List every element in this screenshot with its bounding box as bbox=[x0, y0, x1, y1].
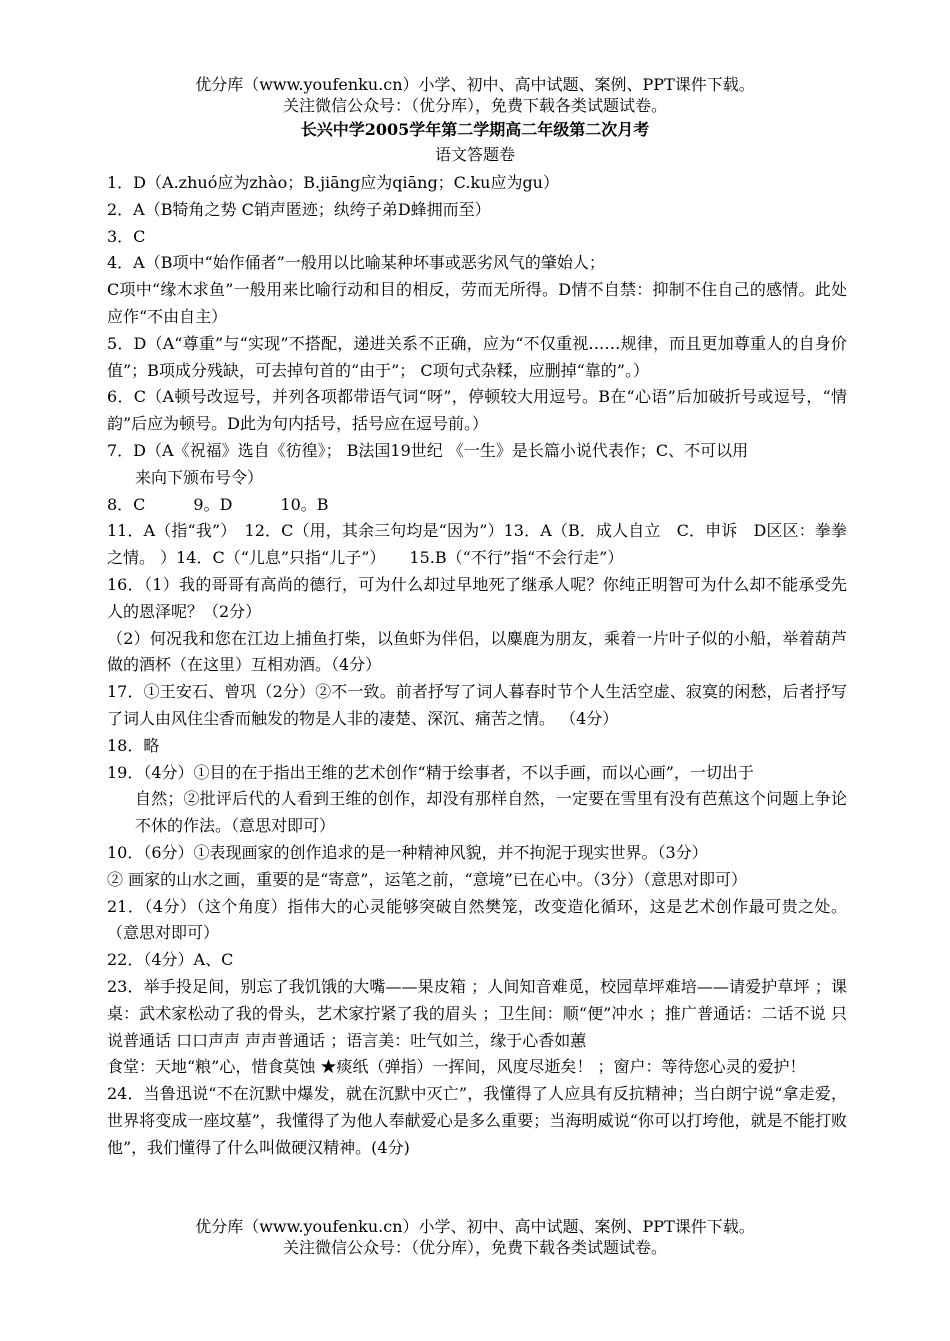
answer-line: 1．D（A.zhuó应为zhào；B.jiāng应为qiāng；C.ku应为gu） bbox=[107, 173, 559, 192]
answer-line: 16．（1）我的哥哥有高尚的德行，可为什么却过早地死了继承人呢？你纯正明智可为什么却不能承受先人的恩泽呢？（2分） bbox=[107, 574, 847, 621]
answer-line: 24．当鲁迅说“不在沉默中爆发，就在沉默中灭亡”，我懂得了人应具有反抗精神；当白朗宁说“拿走爱，世界将变成一座坟墓”，我懂得了为他人奉献爱心是多么重要；当海明威说“你可以打垮他，就是不能打败他”，我们懂得了什么叫做硬汉精神。(4分) bbox=[107, 1084, 847, 1157]
answer-line: 21．（4分）（这个角度）指伟大的心灵能够突破自然樊笼，改变造化循环，这是艺术创作最可贵之处。（意思对即可） bbox=[107, 896, 847, 943]
answer-line: 10．（6分）①表现画家的创作追求的是一种精神风貌，并不拘泥于现实世界。（3分） bbox=[107, 842, 708, 862]
answer-line: 食堂：天地“粮”心，惜食莫蚀 ★痰纸（弹指）一挥间，风度尽逝矣！ ；窗户：等待您心灵的爱护！ bbox=[107, 1057, 806, 1077]
footer-ad-line-1: 优分库（www.youfenku.cn）小学、初中、高中试题、案例、PPT课件下载。 bbox=[195, 1217, 755, 1236]
answer-line: 6．C（A顿号改逗号，并列各项都带语气词“呀”，停顿较大用逗号。B在“心语”后加破折号或逗号，“情韵”后应为顿号。D此为句内括号，括号应在逗号前。） bbox=[107, 387, 847, 434]
answer-line: 4．A（B项中“始作俑者”一般用以比喻某种坏事或恶劣风气的肇始人； bbox=[107, 253, 605, 273]
answer-line: 8．C 9。D 10。B bbox=[107, 494, 329, 514]
answer-line: 7．D（A《祝福》选自《彷徨》； B法国19世纪 《一生》是长篇小说代表作；C、不可以用 bbox=[107, 440, 749, 460]
answer-list bbox=[107, 170, 847, 1161]
answer-line: （2）何况我和您在江边上捕鱼打柴，以鱼虾为伴侣，以麋鹿为朋友，乘着一片叶子似的小船，举着葫芦做的酒杯（在这里）互相劝酒。（4分） bbox=[107, 628, 847, 675]
footer-ad-line-2: 关注微信公众号：（优分库），免费下载各类试题试卷。 bbox=[282, 1238, 667, 1257]
exam-title: 长兴中学2005学年第二学期高二年级第二次月考 bbox=[300, 120, 650, 139]
answer-line: 2．A（B犄角之势 C销声匿迹；纨绔子弟D蜂拥而至） bbox=[107, 199, 491, 219]
answer-line: 17．①王安石、曾巩（2分）②不一致。前者抒写了词人暮春时节个人生活空虚、寂寞的闲愁，后者抒写了词人由风住尘香而触发的物是人非的凄楚、深沉、痛苦之情。 （4分） bbox=[107, 682, 847, 728]
answer-line: C项中“缘木求鱼”一般用来比喻行动和目的相反，劳而无所得。D情不自禁：抑制不住自己的感情。此处应作“不由自主） bbox=[107, 280, 847, 326]
answer-line: 来向下颁布号令） bbox=[135, 467, 264, 487]
answer-line: 23．举手投足间，别忘了我饥饿的大嘴——果皮箱 ；人间知音难觅，校园草坪难培——请爱护草坪 ；课桌：武术家松动了我的骨头，艺术家拧紧了我的眉头 ；卫生间：顺“便”冲水 ；推广普通话：二话不说 只说普通话 口口声声 声声普通话 ；语言美：吐气如兰，缘于心香如蕙 bbox=[107, 976, 847, 1050]
answer-line: 3．C bbox=[107, 226, 146, 246]
answer-line: 19．（4分）①目的在于指出王维的艺术创作“精于绘事者，不以手画，而以心画”，一切出于 bbox=[107, 762, 754, 782]
answer-line: 11．A（指“我”） 12．C（用，其余三句均是“因为”）13．A（B．成人自立 C．申诉 D区区：拳拳之情。 ）14．C（“儿息”只指“儿子”） 15.B（“不行”指“不会行走”） bbox=[107, 521, 847, 568]
answer-line: 18．略 bbox=[107, 735, 160, 755]
header-ad-line-2: 关注微信公众号：（优分库），免费下载各类试题试卷。 bbox=[282, 96, 667, 115]
answer-line: 自然；②批评后代的人看到王维的创作，却没有那样自然，一定要在雪里有没有芭蕉这个问题上争论不休的作法。（意思对即可） bbox=[135, 789, 847, 836]
exam-subtitle: 语文答题卷 bbox=[434, 145, 515, 164]
answer-line: 22．（4分）A、C bbox=[107, 950, 234, 970]
answer-line: ② 画家的山水之画，重要的是“寄意”，运笔之前，“意境”已在心中。（3分）（意思对即可） bbox=[107, 869, 747, 889]
header-ad-line-1: 优分库（www.youfenku.cn）小学、初中、高中试题、案例、PPT课件下载。 bbox=[195, 75, 755, 94]
answer-line: 5．D（A“尊重”与“实现”不搭配，递进关系不正确，应为“不仅重视……规律，而且更加尊重人的自身价值”；B项成分残缺，可去掉句首的“由于”； C项句式杂糅，应删掉“靠的”。） bbox=[107, 333, 847, 380]
